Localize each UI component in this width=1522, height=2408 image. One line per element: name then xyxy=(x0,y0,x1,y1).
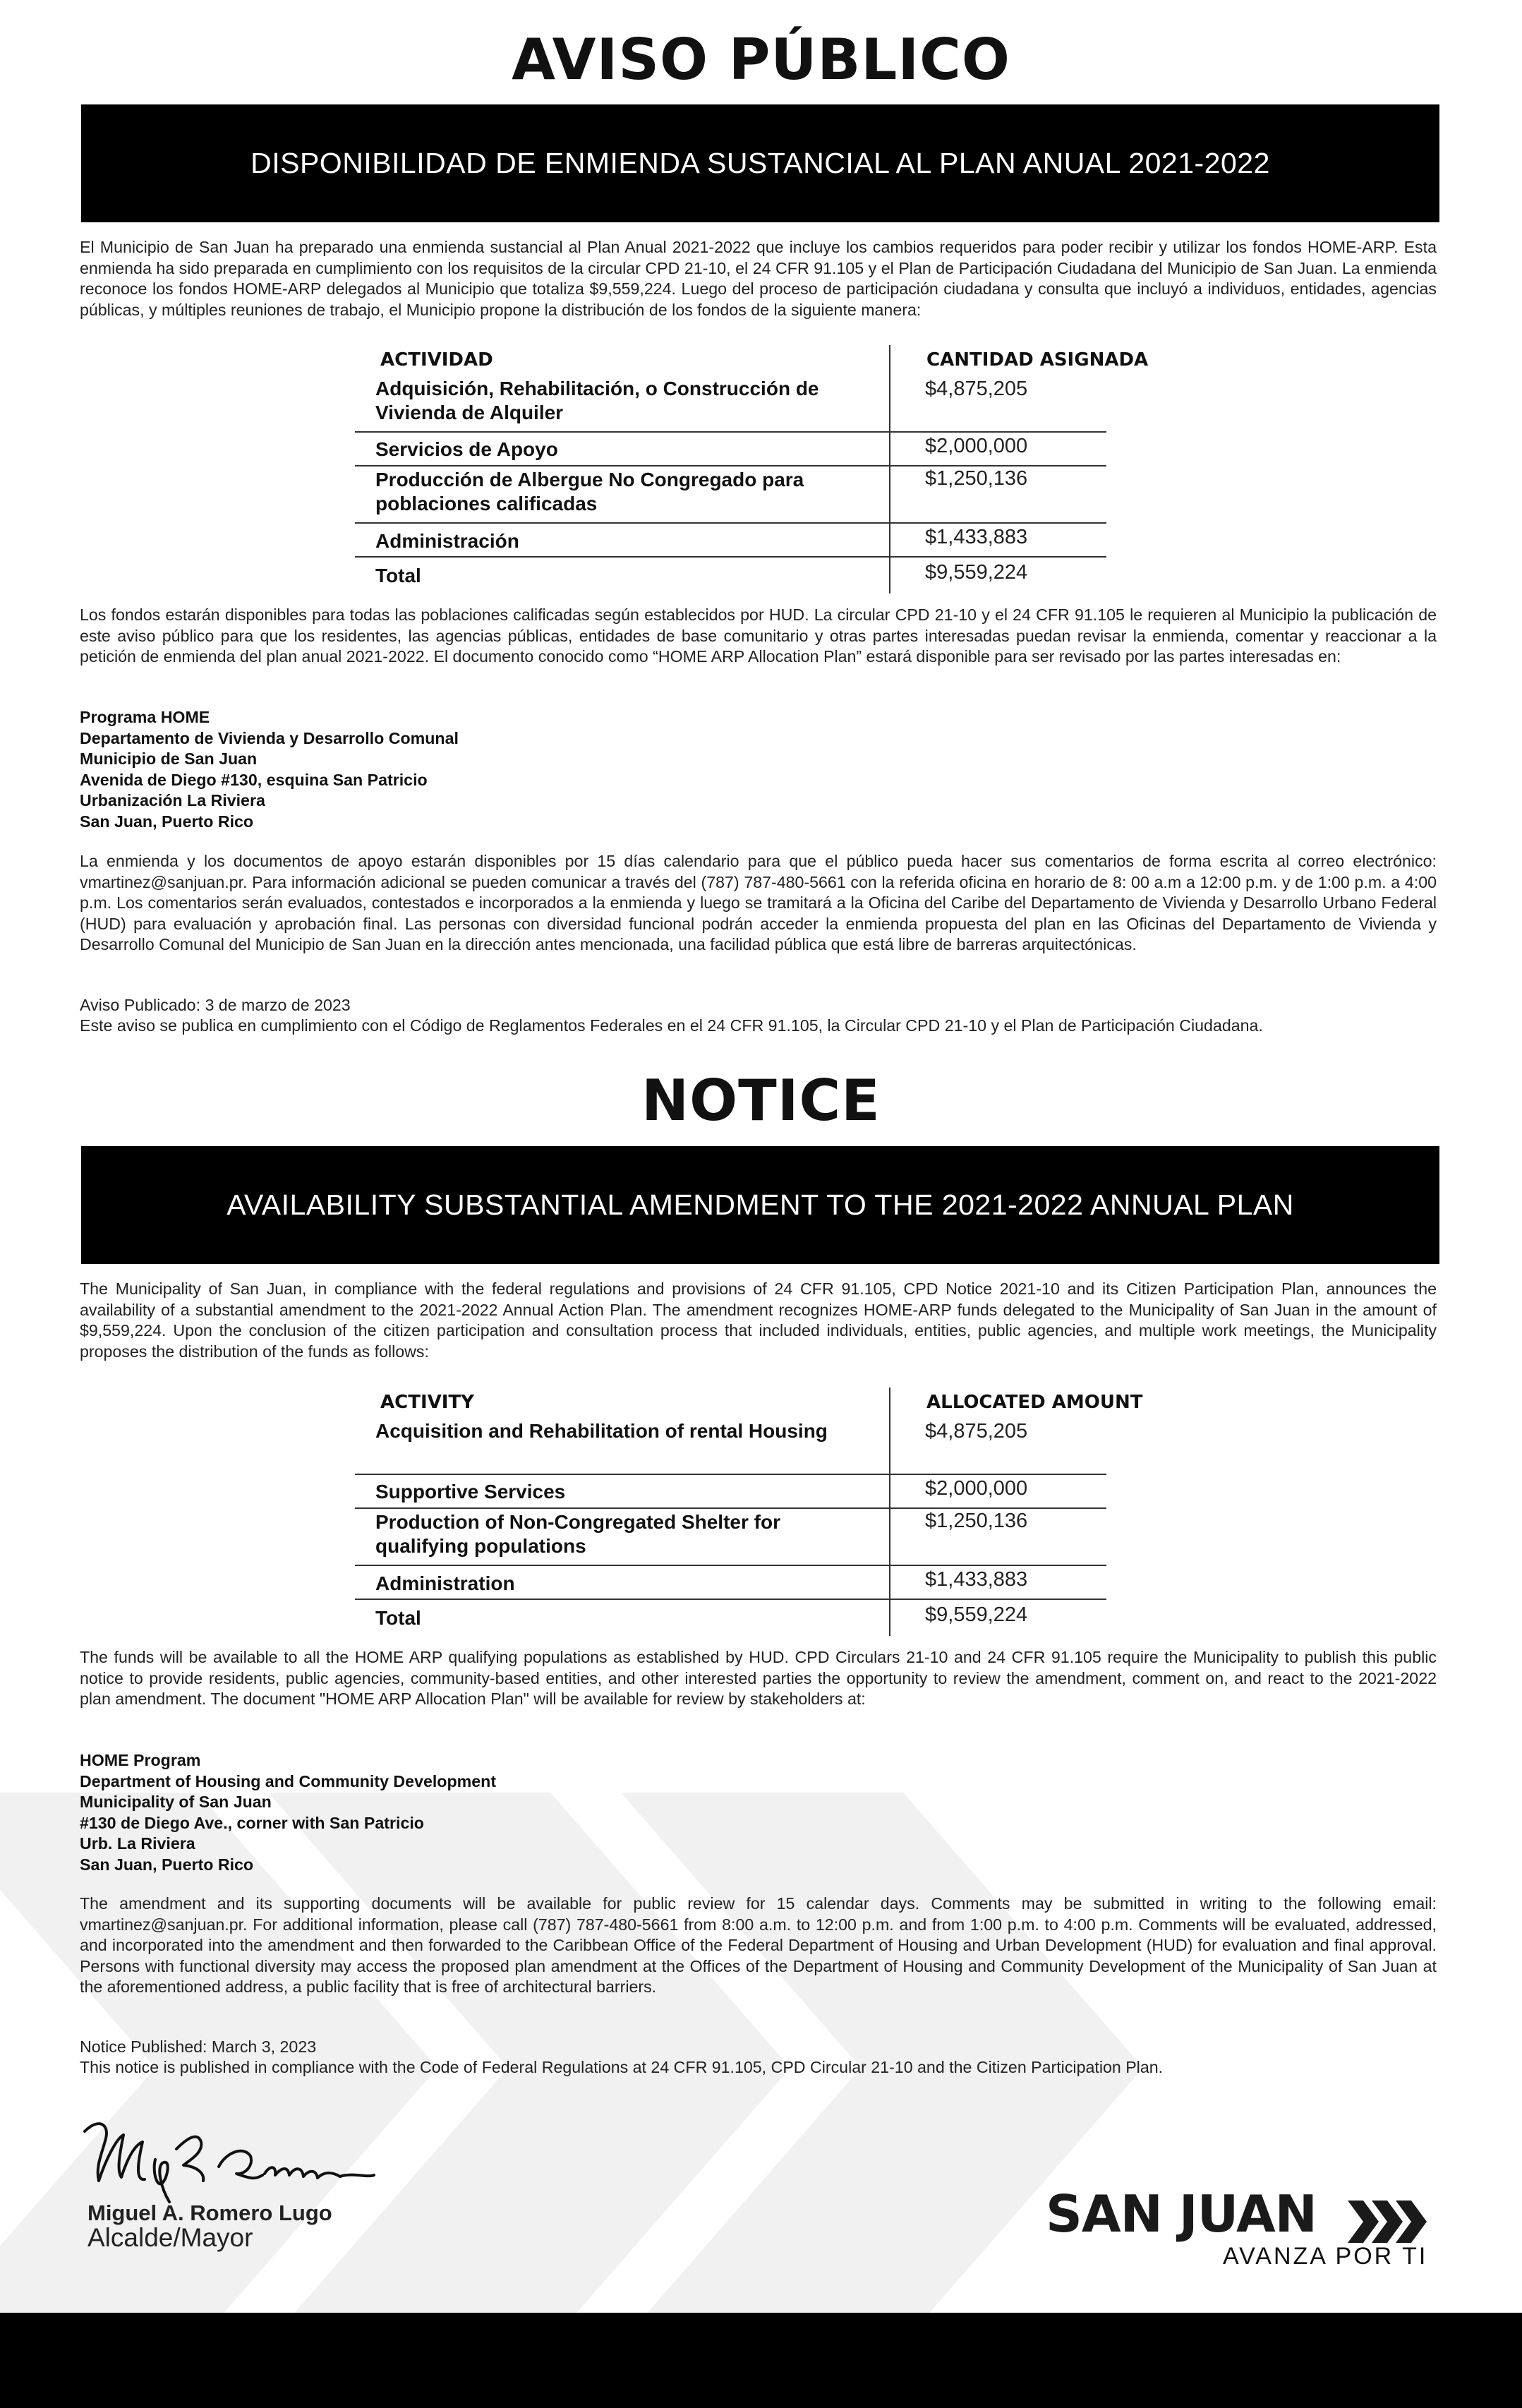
address-line: San Juan, Puerto Rico xyxy=(80,1855,254,1874)
table-row xyxy=(355,466,1106,524)
row-amount: $1,433,883 xyxy=(925,526,1028,548)
row-activity: Acquisition and Rehabilitation of rental Housing xyxy=(375,1420,828,1442)
column-header-amount: CANTIDAD ASIGNADA xyxy=(926,349,1149,371)
chevron-arrows-icon xyxy=(1348,2201,1443,2243)
address-line: Departamento de Vivienda y Desarrollo Comunal xyxy=(80,728,459,747)
footer-bar xyxy=(0,2313,1522,2408)
table-header xyxy=(355,1387,1143,1419)
english-published-date: Notice Published: March 3, 2023 xyxy=(80,2037,317,2056)
address-line: #130 de Diego Ave., corner with San Patricio xyxy=(80,1813,424,1832)
table-row xyxy=(355,1419,1106,1475)
spanish-intro-paragraph: El Municipio de San Juan ha preparado una enmienda sustancial al Plan Anual 2021-2022 que incluye los cambios requeridos para poder recibir y utilizar los fondos HOME-ARP. Esta enmienda ha sido preparada en cumplimiento con los requisitos de la circular CPD 21-10, el 24 CFR 91.105 y el Plan de Participación Ciudadana del Municipio de San Juan. La enmienda reconoce los fondos HOME-ARP delegados al Municipio que totaliza $9,559,224. Luego del proceso de participación ciudadana y consulta que incluyó a individuos, entidades, agencias públicas, y múltiples reuniones de trabajo, el Municipio propone la distribución de los fondos de la siguiente manera: xyxy=(80,238,1437,319)
address-line: Municipality of San Juan xyxy=(80,1793,272,1811)
table-row xyxy=(355,376,1106,433)
row-amount: $9,559,224 xyxy=(925,1603,1028,1626)
spanish-availability-paragraph: Los fondos estarán disponibles para todas las poblaciones calificadas según establecidos por HUD. La circular CPD 21-10 y el 24 CFR 91.105 le requieren al Municipio la publicación de este aviso público para que los residentes, las agencias públicas, entidades de base comunitario y otras partes interesadas puedan revisar la enmienda, comentar y reaccionar a la petición de enmienda del plan anual 2021-2022. El documento conocido como “HOME ARP Allocation Plan” estará disponible para ser revisado por las partes interesadas en: xyxy=(80,606,1437,666)
row-amount: $1,250,136 xyxy=(925,467,1028,490)
address-line: Programa HOME xyxy=(80,708,210,726)
spanish-allocation-table xyxy=(355,345,1149,591)
row-amount: $9,559,224 xyxy=(925,561,1028,584)
row-amount: $1,433,883 xyxy=(925,1568,1028,1591)
spanish-banner xyxy=(81,104,1439,222)
spanish-banner-text: DISPONIBILIDAD DE ENMIENDA SUSTANCIAL AL PLAN ANUAL 2021-2022 xyxy=(250,147,1270,179)
spanish-address-block xyxy=(80,707,926,832)
row-activity: Administración xyxy=(375,530,519,552)
row-amount: $1,250,136 xyxy=(925,1510,1028,1532)
row-amount: $2,000,000 xyxy=(925,1477,1028,1500)
handwritten-signature xyxy=(78,2110,395,2209)
table-row-total xyxy=(355,1600,1106,1634)
row-activity: Producción de Albergue No Congregado para poblaciones calificadas xyxy=(375,469,804,514)
english-availability-paragraph: The funds will be available to all the HOME ARP qualifying populations as established by HUD. CPD Circulars 21-10 and 24 CFR 91.105 require the Municipality to publish this public notice to provide residents, public agencies, community-based entities, and other interested parties the opportunity to review the amendment, comment on, and react to the 2021-2022 plan amendment. The document "HOME ARP Allocation Plan" will be available for review by stakeholders at: xyxy=(80,1648,1437,1708)
column-header-activity: ACTIVITY xyxy=(380,1392,474,1413)
address-line: Avenida de Diego #130, esquina San Patricio xyxy=(80,770,428,789)
english-compliance-statement: This notice is published in compliance with the Code of Federal Regulations at 24 CFR 91.105, CPD Circular 21-10 and the Citizen Participation Plan. xyxy=(80,2058,1164,2076)
column-header-activity: ACTIVIDAD xyxy=(380,349,493,371)
row-activity: Total xyxy=(375,565,421,586)
signer-title: Alcalde/Mayor xyxy=(87,2223,253,2252)
table-header xyxy=(355,345,1149,376)
spanish-comments-paragraph: La enmienda y los documentos de apoyo estarán disponibles por 15 días calendario para que el público pueda hacer sus comentarios de forma escrita al correo electrónico: vmartinez@sanjuan.pr. Para información adicional se pueden comunicar a través del (787) 787-480-5661 con la referida oficina en horario de 8: 00 a.m a 12:00 p.m. y de 1:00 p.m. a 4:00 p.m. Los comentarios serán evaluados, contestados e incorporados a la enmienda y luego se tramitará a la Oficina del Caribe del Departamento de Vivienda y Desarrollo Urbano Federal (HUD) para evaluación y aprobación final. Las personas con diversidad funcional podrán acceder la enmienda propuesta del plan en las Oficinas del Departamento de Vivienda y Desarrollo Comunal del Municipio de San Juan en la dirección antes mencionada, una facilidad pública que está libre de barreras arquitectónicas. xyxy=(80,852,1437,953)
address-line: Urb. La Riviera xyxy=(80,1834,195,1853)
table-row xyxy=(355,433,1106,466)
column-header-amount: ALLOCATED AMOUNT xyxy=(926,1392,1143,1413)
address-line: Urbanización La Riviera xyxy=(80,791,265,809)
table-row xyxy=(355,1566,1106,1600)
row-amount: $4,875,205 xyxy=(925,1420,1028,1443)
signer-name: Miguel A. Romero Lugo xyxy=(87,2201,332,2225)
row-activity: Servicios de Apoyo xyxy=(375,438,558,460)
english-banner xyxy=(81,1146,1439,1264)
address-line: San Juan, Puerto Rico xyxy=(80,812,254,831)
row-activity: Supportive Services xyxy=(375,1481,566,1503)
english-address-block xyxy=(80,1750,926,1875)
spanish-compliance-statement: Este aviso se publica en cumplimiento con el Código de Reglamentos Federales en el 24 CFR 91.105, la Circular CPD 21-10 y el Plan de Participación Ciudadana. xyxy=(80,1016,1263,1035)
row-activity: Administration xyxy=(375,1572,515,1594)
table-row-total xyxy=(355,558,1106,591)
english-intro-paragraph: The Municipality of San Juan, in compliance with the federal regulations and provisions of 24 CFR 91.105, CPD Notice 2021-10 and its Citizen Participation Plan, announces the availability of a substantial amendment to the 2021-2022 Annual Action Plan. The amendment recognizes HOME-ARP funds delegated to the Municipality of San Juan in the amount of $9,559,224. Upon the conclusion of the citizen participation and consultation process that included individuals, entities, public agencies, and multiple work meetings, the Municipality proposes the distribution of the funds as follows: xyxy=(80,1280,1437,1361)
row-activity: Total xyxy=(375,1607,421,1629)
english-allocation-table xyxy=(355,1387,1143,1634)
address-line: HOME Program xyxy=(80,1751,201,1769)
table-row xyxy=(355,1475,1106,1509)
row-activity: Adquisición, Rehabilitación, o Construcción de Vivienda de Alquiler xyxy=(375,378,819,423)
spanish-published-date: Aviso Publicado: 3 de marzo de 2023 xyxy=(80,996,351,1014)
english-banner-text: AVAILABILITY SUBSTANTIAL AMENDMENT TO THE 2021-2022 ANNUAL PLAN xyxy=(227,1188,1294,1221)
san-juan-logo-text: SAN JUAN xyxy=(1046,2184,1317,2244)
table-row xyxy=(355,524,1106,558)
row-amount: $4,875,205 xyxy=(925,378,1028,400)
english-title: NOTICE xyxy=(641,1068,881,1133)
address-line: Municipio de San Juan xyxy=(80,750,258,768)
row-activity: Production of Non-Congregated Shelter for qualifying populations xyxy=(375,1511,780,1557)
row-amount: $2,000,000 xyxy=(925,435,1028,457)
address-line: Department of Housing and Community Development xyxy=(80,1771,497,1790)
table-row xyxy=(355,1509,1106,1566)
english-comments-paragraph: The amendment and its supporting documents will be available for public review for 15 calendar days. Comments may be submitted in writing to the following email: vmartinez@sanjuan.pr. For additional information, please call (787) 787-480-5661 from 8:00 a.m. to 12:00 p.m. and from 1:00 p.m. to 4:00 p.m. Comments will be evaluated, addressed, and incorporated into the amendment and then forwarded to the Caribbean Office of the Federal Department of Housing and Urban Development (HUD) for evaluation and final approval. Persons with functional diversity may access the proposed plan amendment at the Offices of the Department of Housing and Community Development of the Municipality of San Juan at the aforementioned address, a public facility that is free of architectural barriers. xyxy=(80,1894,1437,1996)
logo-tagline: AVANZA POR TI xyxy=(1223,2243,1428,2270)
spanish-title: AVISO PÚBLICO xyxy=(512,27,1010,92)
